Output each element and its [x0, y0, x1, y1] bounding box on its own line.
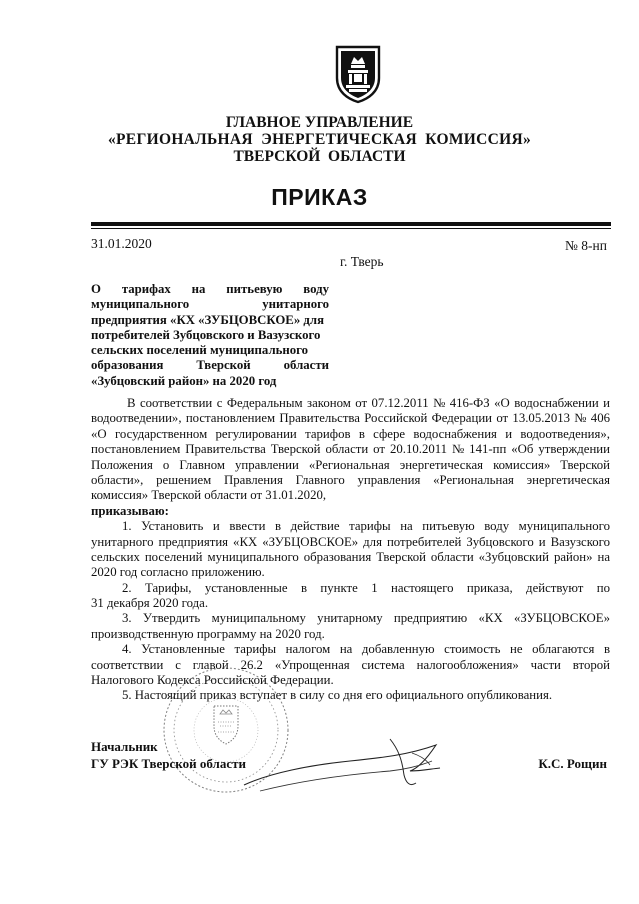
- subject-word: О: [91, 282, 101, 296]
- subject-line: сельских поселений муниципального: [91, 343, 309, 358]
- subject-word: питьевую: [226, 282, 283, 296]
- organization-header: [0, 114, 639, 165]
- document-body: [91, 396, 610, 704]
- body-text-line: В соответствии с Федеральным законом от 07.12.2011 № 416-ФЗ «О водоснабжении и: [127, 396, 610, 410]
- subject-word: воду: [303, 282, 329, 296]
- org-name-line-1: ГЛАВНОЕ УПРАВЛЕНИЕ: [225, 114, 414, 131]
- body-text-line: соответствии с главой 26.2 «Упрощенная система налогообложения» части второй: [91, 657, 610, 672]
- subject-line: «Зубцовский район» на 2020 год: [91, 373, 277, 388]
- subject-line: [91, 282, 329, 297]
- subject-word: области: [283, 358, 329, 373]
- subject-line: предприятия «КХ «ЗУБЦОВСКОЕ» для: [91, 312, 324, 327]
- body-text-line: водоотведении», постановлением Правительства Российской Федерации от 13.05.2013 № 406: [91, 411, 610, 426]
- signatory-title: [91, 738, 246, 772]
- body-text-line: 3. Утвердить муниципальному унитарному предприятию «КХ «ЗУБЦОВСКОЕ»: [122, 611, 610, 626]
- document-date: 31.01.2020: [91, 236, 152, 251]
- body-text-line: области», решением Правления Главного управления «Региональная энергетическая: [91, 472, 610, 487]
- signatory-title-line-2: ГУ РЭК Тверской области: [91, 756, 246, 771]
- subject-line: [91, 297, 329, 312]
- body-text-line: 2020 год согласно приложению.: [91, 565, 265, 580]
- subject-word: образования: [91, 358, 164, 373]
- subject-word: на: [191, 282, 206, 296]
- body-text-line: унитарного предприятия «КХ «ЗУБЦОВСКОЕ» для потребителей Зубцовского и Вазузского: [91, 534, 610, 549]
- body-text-line: Положения о Главном управлении «Региональная энергетическая комиссия» Тверской: [91, 457, 610, 472]
- org-name-line-2: «РЕГИОНАЛЬНАЯ ЭНЕРГЕТИЧЕСКАЯ КОМИССИЯ»: [107, 131, 531, 148]
- body-text-line: производственную программу на 2020 год.: [91, 626, 325, 641]
- body-text-line: комиссия» Тверской области от 31.01.2020,: [91, 488, 327, 503]
- body-text-line: 1. Установить и ввести в действие тарифы на питьевую воду муниципального: [122, 519, 610, 534]
- resolution-keyword: приказываю:: [91, 503, 169, 518]
- subject-word: Тверской: [196, 358, 251, 373]
- subject-word: муниципального: [91, 297, 190, 312]
- body-text-line: «О государственном регулировании тарифов в сфере водоснабжения и водоотведения»,: [91, 426, 610, 441]
- org-name-line-3: ТВЕРСКОЙ ОБЛАСТИ: [233, 148, 406, 165]
- document-subject: [91, 282, 329, 389]
- header-rule-thin: [91, 228, 611, 229]
- body-text-line: 4. Установленные тарифы налогом на добавленную стоимость не облагаются в: [122, 642, 610, 657]
- document-type-title: ПРИКАЗ: [271, 184, 368, 210]
- subject-word: унитарного: [262, 297, 329, 312]
- header-rule-thick: [91, 222, 611, 226]
- signatory-name: К.С. Рощин: [538, 756, 607, 771]
- subject-line: [91, 358, 329, 373]
- subject-line: потребителей Зубцовского и Вазузского: [91, 327, 321, 342]
- coat-of-arms-icon: [334, 44, 382, 104]
- document-city: г. Тверь: [340, 254, 384, 269]
- subject-word: тарифах: [121, 282, 171, 296]
- body-text-line: постановлением Правительства Тверской области от 20.10.2011 № 141-пп «Об утверждении: [91, 442, 610, 457]
- body-text-line: 5. Настоящий приказ вступает в силу со дня его официального опубликования.: [122, 688, 553, 703]
- handwritten-signature: [240, 735, 450, 797]
- body-text-line: 31 декабря 2020 года.: [91, 596, 209, 611]
- body-text-line: 2. Тарифы, установленные в пункте 1 настоящего приказа, действуют по: [122, 580, 610, 595]
- body-text-line: сельских поселений муниципального образования Тверской области «Зубцовский район» на: [91, 549, 610, 564]
- document-number: № 8-нп: [565, 238, 607, 253]
- signatory-title-line-1: Начальник: [91, 739, 158, 754]
- body-text-line: Налогового Кодекса Российской Федерации.: [91, 673, 334, 688]
